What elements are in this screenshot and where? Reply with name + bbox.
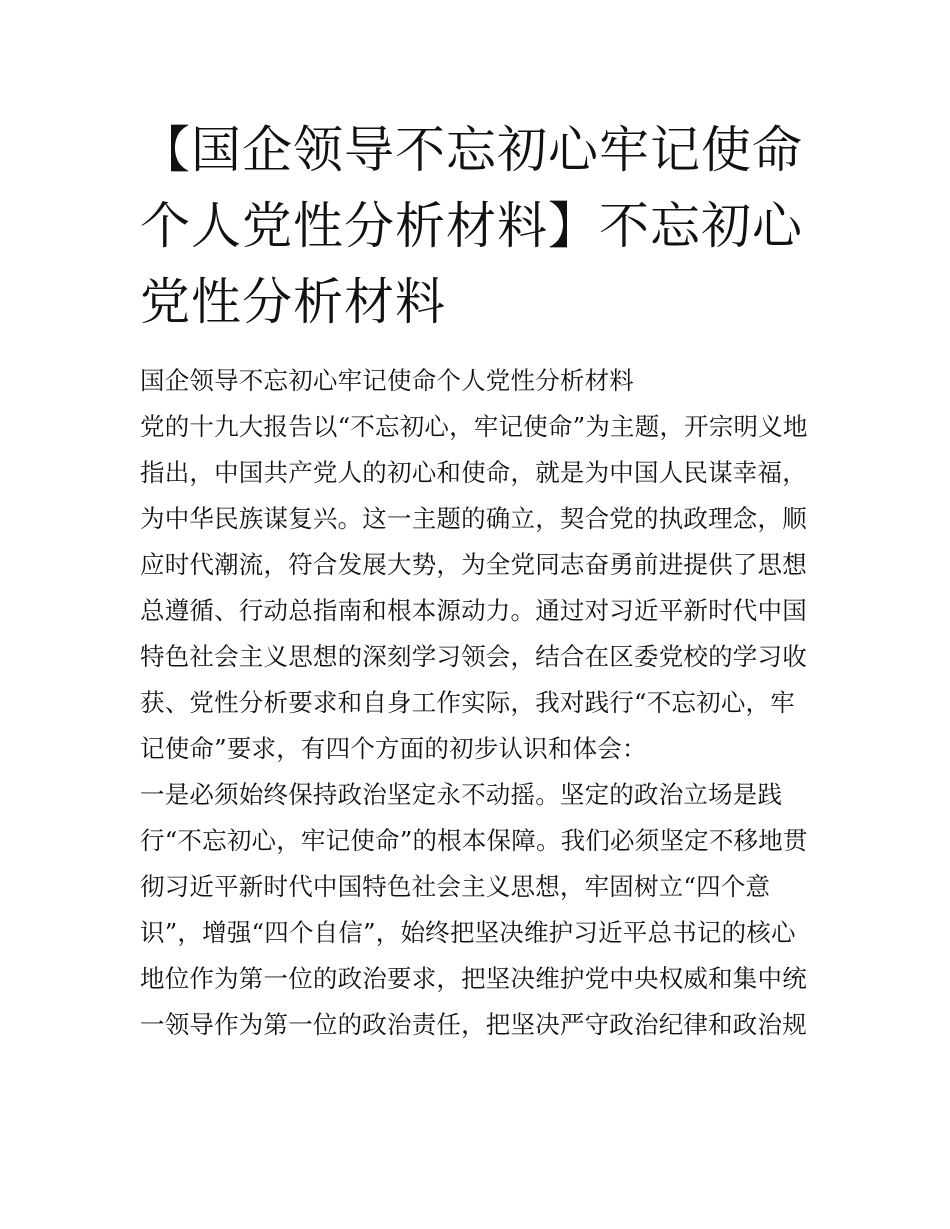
paragraph-line: 应时代潮流，符合发展大势，为全党同志奋勇前进提供了思想 — [140, 550, 807, 579]
paragraph-line: 指出，中国共产党人的初心和使命，就是为中国人民谋幸福， — [140, 458, 807, 487]
paragraph-line: 党的十九大报告以“不忘初心，牢记使命”为主题，开宗明义地 — [140, 412, 808, 441]
title-line-3: 党性分析材料 — [140, 273, 446, 331]
document-body — [140, 358, 820, 1048]
paragraph-line: 行“不忘初心，牢记使命”的根本保障。我们必须坚定不移地贯 — [140, 826, 808, 855]
paragraph-line: 获、党性分析要求和自身工作实际，我对践行“不忘初心，牢 — [140, 688, 795, 717]
paragraph-line: 地位作为第一位的政治要求，把坚决维护党中央权威和集中统 — [140, 964, 807, 993]
paragraph-line: 一是必须始终保持政治坚定永不动摇。坚定的政治立场是践 — [140, 780, 783, 809]
subtitle-line: 国企领导不忘初心牢记使命个人党性分析材料 — [140, 366, 634, 395]
paragraph-line: 彻习近平新时代中国特色社会主义思想，牢固树立“四个意 — [140, 872, 771, 901]
title-line-1: 【国企领导不忘初心牢记使命 — [140, 121, 803, 179]
paragraph-line: 特色社会主义思想的深刻学习领会，结合在区委党校的学习收 — [140, 642, 807, 671]
paragraph-line: 一领导作为第一位的政治责任，把坚决严守政治纪律和政治规 — [140, 1010, 807, 1039]
title-line-2: 个人党性分析材料】不忘初心 — [140, 197, 803, 255]
paragraph-line: 为中华民族谋复兴。这一主题的确立，契合党的执政理念，顺 — [140, 504, 807, 533]
paragraph-line: 总遵循、行动总指南和根本源动力。通过对习近平新时代中国 — [140, 596, 807, 625]
paragraph-line: 记使命”要求，有四个方面的初步认识和体会： — [140, 734, 647, 763]
document-title — [140, 112, 820, 340]
paragraph-line: 识”，增强“四个自信”，始终把坚决维护习近平总书记的核心 — [140, 918, 796, 947]
